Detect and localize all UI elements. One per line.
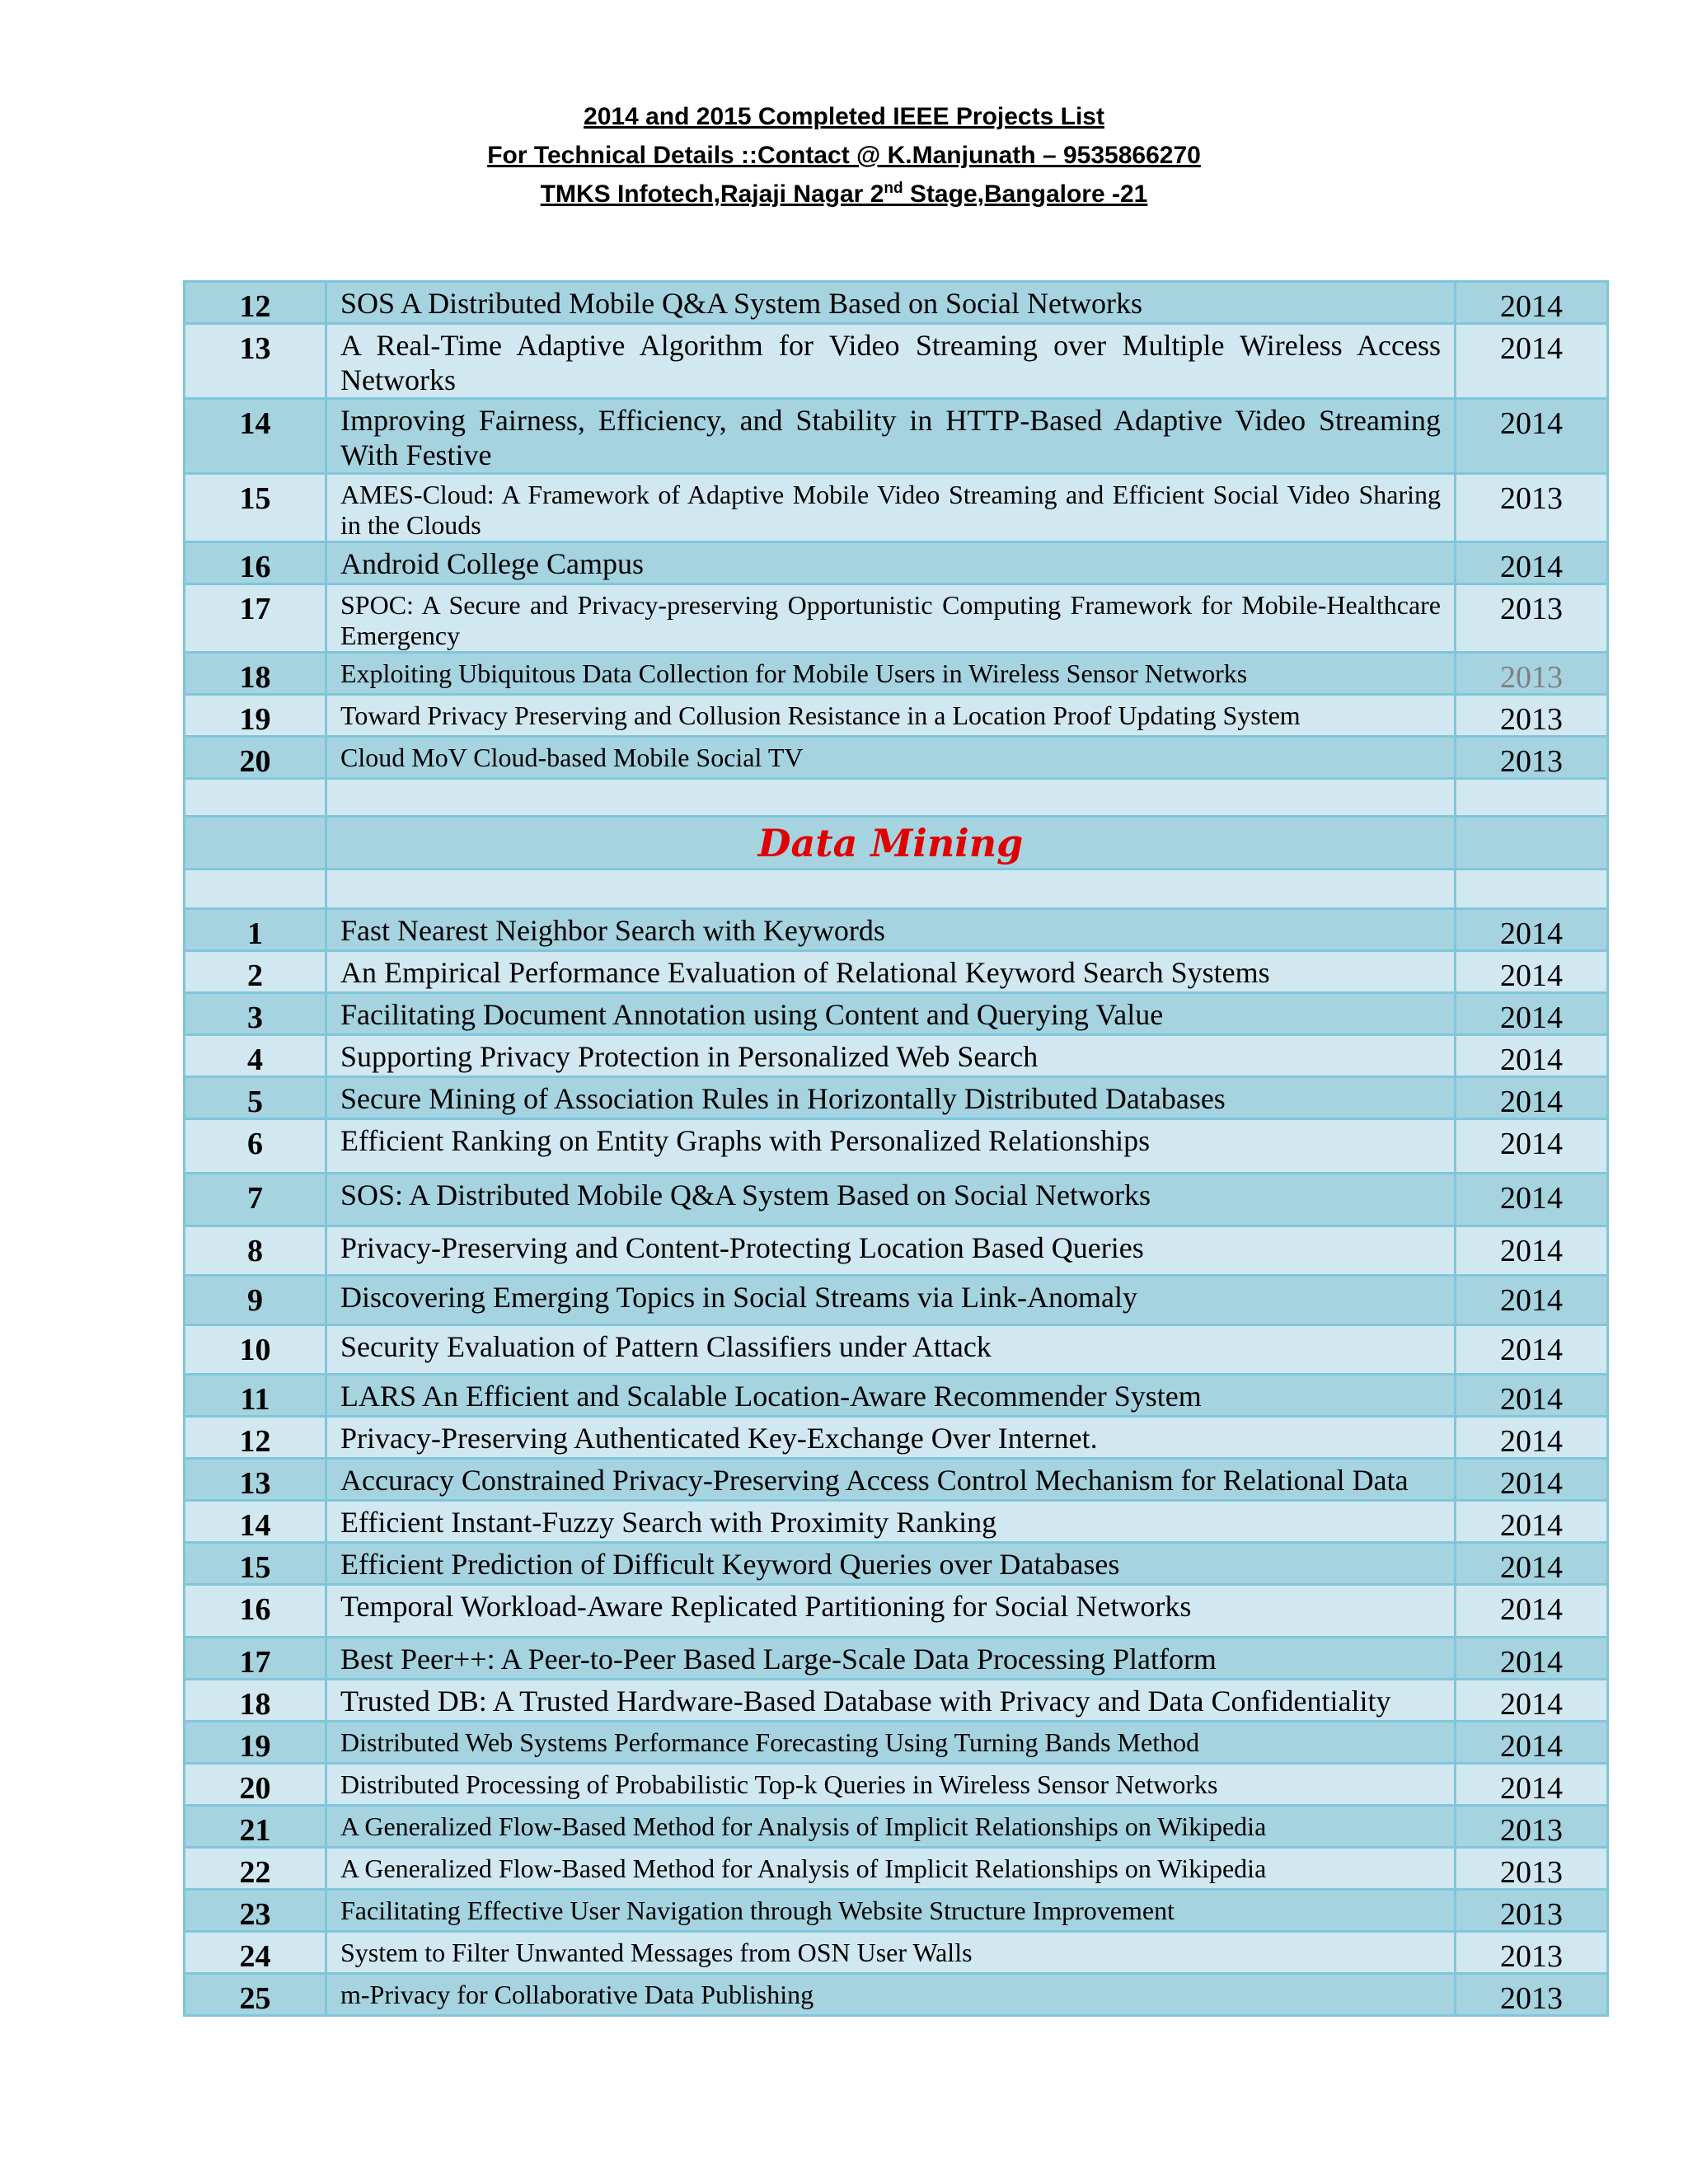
table-row [185, 1680, 1608, 1722]
project-title: Discovering Emerging Topics in Social Streams via Link-Anomaly [326, 1276, 1456, 1325]
header-title: 2014 and 2015 Completed IEEE Projects List [584, 103, 1104, 130]
row-number: 16 [185, 542, 326, 584]
row-number: 13 [185, 324, 326, 399]
project-title: A Generalized Flow-Based Method for Analysis of Implicit Relationships on Wikipedia [326, 1806, 1456, 1848]
project-title: Efficient Ranking on Entity Graphs with Personalized Relationships [326, 1119, 1456, 1174]
row-number: 20 [185, 737, 326, 779]
project-title: Accuracy Constrained Privacy-Preserving Access Control Mechanism for Relational Data [326, 1459, 1456, 1501]
table-row [185, 324, 1608, 399]
table-row [185, 993, 1608, 1035]
project-year: 2013 [1456, 653, 1608, 695]
table-row [185, 909, 1608, 951]
table-row [185, 653, 1608, 695]
project-title: An Empirical Performance Evaluation of Relational Keyword Search Systems [326, 951, 1456, 993]
row-number: 16 [185, 1585, 326, 1638]
row-number: 19 [185, 695, 326, 737]
project-title: m-Privacy for Collaborative Data Publishing [326, 1974, 1456, 2016]
project-title: Exploiting Ubiquitous Data Collection for Mobile Users in Wireless Sensor Networks [326, 653, 1456, 695]
row-number: 25 [185, 1974, 326, 2016]
project-title: SOS: A Distributed Mobile Q&A System Based on Social Networks [326, 1174, 1456, 1226]
row-number: 21 [185, 1806, 326, 1848]
row-number: 23 [185, 1890, 326, 1932]
table-row [185, 695, 1608, 737]
table-row [185, 542, 1608, 584]
row-number: 18 [185, 1680, 326, 1722]
row-number: 9 [185, 1276, 326, 1325]
projects-table [183, 280, 1609, 2017]
data-mining-rows [185, 909, 1608, 2016]
project-year: 2014 [1456, 324, 1608, 399]
section-title: Data Mining [326, 817, 1456, 869]
table-row [185, 1638, 1608, 1680]
project-title: Secure Mining of Association Rules in Horizontally Distributed Databases [326, 1077, 1456, 1119]
table-row [185, 1226, 1608, 1276]
project-title: Privacy-Preserving and Content-Protecting Location Based Queries [326, 1226, 1456, 1276]
row-number: 8 [185, 1226, 326, 1276]
project-year: 2013 [1456, 584, 1608, 653]
table-row [185, 1417, 1608, 1459]
row-number: 12 [185, 282, 326, 324]
table-row [185, 474, 1608, 542]
project-year: 2014 [1456, 1077, 1608, 1119]
row-number: 1 [185, 909, 326, 951]
project-year: 2013 [1456, 737, 1608, 779]
row-number: 2 [185, 951, 326, 993]
section-row [185, 817, 1608, 869]
table-row [185, 584, 1608, 653]
project-year: 2014 [1456, 1459, 1608, 1501]
blank-row [185, 779, 1608, 817]
document-header [0, 97, 1688, 213]
project-year: 2013 [1456, 1806, 1608, 1848]
project-title: System to Filter Unwanted Messages from OSN User Walls [326, 1932, 1456, 1974]
blank-row [185, 869, 1608, 909]
row-number: 15 [185, 1543, 326, 1585]
project-title: Best Peer++: A Peer-to-Peer Based Large-Scale Data Processing Platform [326, 1638, 1456, 1680]
row-number: 20 [185, 1764, 326, 1806]
table-row [185, 1932, 1608, 1974]
project-title: Trusted DB: A Trusted Hardware-Based Database with Privacy and Data Confidentiality [326, 1680, 1456, 1722]
table-row [185, 1974, 1608, 2016]
project-title: Efficient Instant-Fuzzy Search with Proximity Ranking [326, 1501, 1456, 1543]
project-year: 2014 [1456, 1585, 1608, 1638]
row-number: 10 [185, 1325, 326, 1375]
row-number: 24 [185, 1932, 326, 1974]
row-number: 6 [185, 1119, 326, 1174]
project-title: SPOC: A Secure and Privacy-preserving Opportunistic Computing Framework for Mobile-Healthcare Emergency [326, 584, 1456, 653]
project-year: 2013 [1456, 1932, 1608, 1974]
project-year: 2014 [1456, 909, 1608, 951]
project-title: Facilitating Effective User Navigation through Website Structure Improvement [326, 1890, 1456, 1932]
table-row [185, 1848, 1608, 1890]
table-row [185, 282, 1608, 324]
project-year: 2014 [1456, 1276, 1608, 1325]
row-number: 17 [185, 584, 326, 653]
row-number: 13 [185, 1459, 326, 1501]
table-row [185, 1722, 1608, 1764]
row-number: 14 [185, 1501, 326, 1543]
row-number: 3 [185, 993, 326, 1035]
project-title: Efficient Prediction of Difficult Keyword Queries over Databases [326, 1543, 1456, 1585]
project-year: 2014 [1456, 1501, 1608, 1543]
table-row [185, 951, 1608, 993]
project-year: 2014 [1456, 1543, 1608, 1585]
project-title: Distributed Processing of Probabilistic Top-k Queries in Wireless Sensor Networks [326, 1764, 1456, 1806]
project-title: Temporal Workload-Aware Replicated Partitioning for Social Networks [326, 1585, 1456, 1638]
project-year: 2013 [1456, 695, 1608, 737]
project-title: Android College Campus [326, 542, 1456, 584]
table-row [185, 1174, 1608, 1226]
project-title: Distributed Web Systems Performance Forecasting Using Turning Bands Method [326, 1722, 1456, 1764]
project-title: Cloud MoV Cloud-based Mobile Social TV [326, 737, 1456, 779]
project-year: 2014 [1456, 1764, 1608, 1806]
project-year: 2013 [1456, 474, 1608, 542]
table-row [185, 1890, 1608, 1932]
project-year: 2014 [1456, 399, 1608, 474]
table-row [185, 399, 1608, 474]
table-row [185, 737, 1608, 779]
project-year: 2014 [1456, 1417, 1608, 1459]
project-year: 2014 [1456, 993, 1608, 1035]
project-year: 2014 [1456, 1035, 1608, 1077]
row-number: 11 [185, 1375, 326, 1417]
project-year: 2014 [1456, 1680, 1608, 1722]
header-contact: For Technical Details ::Contact @ K.Manjunath – 9535866270 [487, 142, 1201, 169]
project-year: 2014 [1456, 1119, 1608, 1174]
table-row [185, 1459, 1608, 1501]
project-title: Facilitating Document Annotation using Content and Querying Value [326, 993, 1456, 1035]
row-number: 4 [185, 1035, 326, 1077]
header-address: TMKS Infotech,Rajaji Nagar 2nd Stage,Bangalore -21 [540, 180, 1148, 208]
project-title: LARS An Efficient and Scalable Location-Aware Recommender System [326, 1375, 1456, 1417]
row-number: 5 [185, 1077, 326, 1119]
project-title: A Real-Time Adaptive Algorithm for Video Streaming over Multiple Wireless Access Networks [326, 324, 1456, 399]
project-year: 2013 [1456, 1890, 1608, 1932]
project-year: 2014 [1456, 542, 1608, 584]
project-year: 2013 [1456, 1848, 1608, 1890]
project-title: AMES-Cloud: A Framework of Adaptive Mobile Video Streaming and Efficient Social Video Sharing in the Clouds [326, 474, 1456, 542]
project-year: 2014 [1456, 1722, 1608, 1764]
row-number: 19 [185, 1722, 326, 1764]
project-year: 2014 [1456, 951, 1608, 993]
row-number: 14 [185, 399, 326, 474]
row-number: 18 [185, 653, 326, 695]
table-row [185, 1543, 1608, 1585]
row-number: 15 [185, 474, 326, 542]
table-row [185, 1806, 1608, 1848]
table-row [185, 1276, 1608, 1325]
project-year: 2014 [1456, 1226, 1608, 1276]
row-number: 7 [185, 1174, 326, 1226]
project-year: 2014 [1456, 1174, 1608, 1226]
project-title: Privacy-Preserving Authenticated Key-Exchange Over Internet. [326, 1417, 1456, 1459]
project-year: 2014 [1456, 1325, 1608, 1375]
project-year: 2014 [1456, 1638, 1608, 1680]
project-title: Improving Fairness, Efficiency, and Stability in HTTP-Based Adaptive Video Streaming With Festive [326, 399, 1456, 474]
project-title: SOS A Distributed Mobile Q&A System Based on Social Networks [326, 282, 1456, 324]
table-row [185, 1077, 1608, 1119]
table-row [185, 1375, 1608, 1417]
project-year: 2013 [1456, 1974, 1608, 2016]
table-row [185, 1119, 1608, 1174]
project-title: A Generalized Flow-Based Method for Analysis of Implicit Relationships on Wikipedia [326, 1848, 1456, 1890]
row-number: 22 [185, 1848, 326, 1890]
table-row [185, 1585, 1608, 1638]
row-number: 17 [185, 1638, 326, 1680]
project-year: 2014 [1456, 1375, 1608, 1417]
table-row [185, 1764, 1608, 1806]
project-title: Toward Privacy Preserving and Collusion Resistance in a Location Proof Updating System [326, 695, 1456, 737]
table-row [185, 1325, 1608, 1375]
table-row [185, 1501, 1608, 1543]
project-title: Fast Nearest Neighbor Search with Keywords [326, 909, 1456, 951]
row-number: 12 [185, 1417, 326, 1459]
project-title: Supporting Privacy Protection in Personalized Web Search [326, 1035, 1456, 1077]
project-title: Security Evaluation of Pattern Classifiers under Attack [326, 1325, 1456, 1375]
table-row [185, 1035, 1608, 1077]
project-year: 2014 [1456, 282, 1608, 324]
